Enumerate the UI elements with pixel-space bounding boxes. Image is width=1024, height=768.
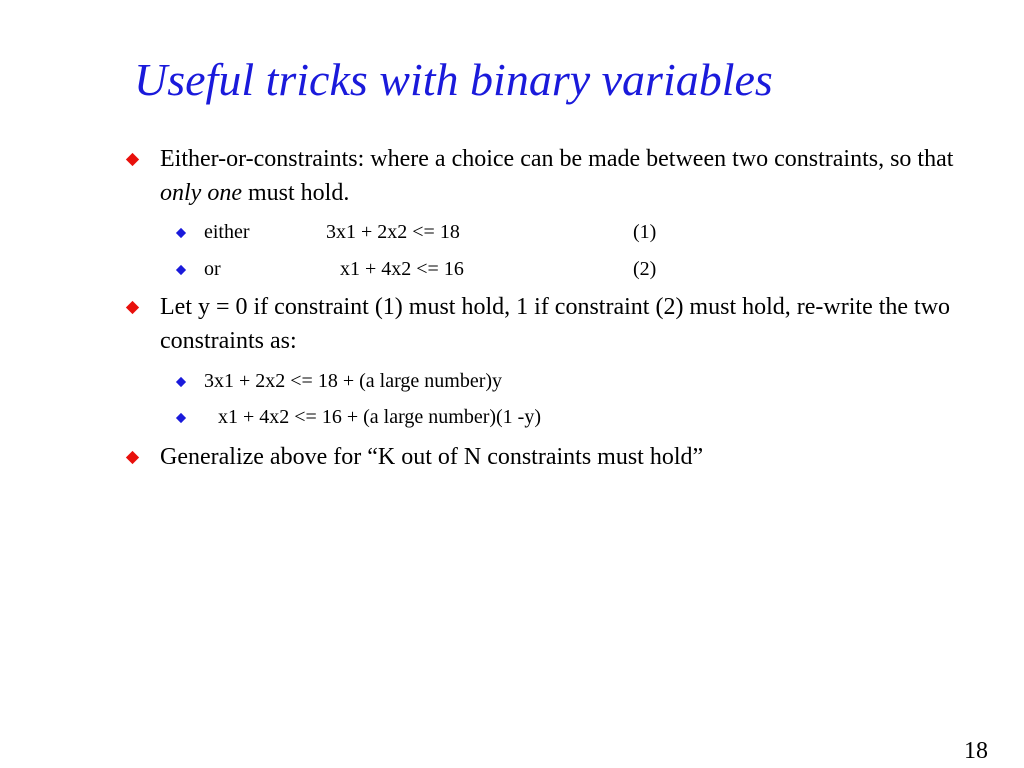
slide-title: Useful tricks with binary variables: [134, 54, 773, 105]
blue-diamond-bullet-icon: [176, 413, 186, 423]
rewrite-2-text: x1 + 4x2 <= 16 + (a large number)(1 -y): [218, 406, 541, 428]
sub-bullet-or: [176, 255, 936, 283]
blue-diamond-bullet-icon: [176, 265, 186, 275]
red-diamond-bullet-icon: [126, 451, 139, 464]
bullet-either-or: [126, 142, 986, 212]
either-or-text-start: Either-or-constraints: where a choice can be made between two constraints, so that: [160, 146, 954, 172]
constraint-1-expression: 3x1 + 2x2 <= 18: [326, 221, 460, 243]
constraint-2-tag: (2): [633, 258, 657, 280]
either-or-text-end: must hold.: [241, 180, 350, 206]
bullet-let-y-text: Let y = 0 if constraint (1) must hold, 1 if constraint (2) must hold, re-write the two constraints as:: [160, 294, 951, 354]
bullet-generalize-text: Generalize above for “K out of N constraints must hold”: [160, 444, 704, 470]
either-label: either: [204, 221, 250, 243]
blue-diamond-bullet-icon: [176, 228, 186, 238]
rewrite-1-text: 3x1 + 2x2 <= 18 + (a large number)y: [204, 370, 503, 392]
blue-diamond-bullet-icon: [176, 377, 186, 387]
sub-bullet-rewrite-2: [176, 403, 936, 431]
constraint-1-tag: (1): [633, 221, 657, 243]
bullet-either-or-text: [160, 142, 990, 210]
constraint-2-expression: x1 + 4x2 <= 16: [340, 258, 464, 280]
or-label: or: [204, 258, 221, 280]
emphasis-only-one: only one: [160, 180, 242, 206]
bullet-let-y: [126, 290, 986, 360]
bullet-generalize: [126, 440, 986, 474]
page-number: 18: [964, 738, 988, 764]
sub-bullet-either: [176, 218, 936, 246]
red-diamond-bullet-icon: [126, 301, 139, 314]
red-diamond-bullet-icon: [126, 153, 139, 166]
sub-bullet-rewrite-1: [176, 367, 936, 395]
